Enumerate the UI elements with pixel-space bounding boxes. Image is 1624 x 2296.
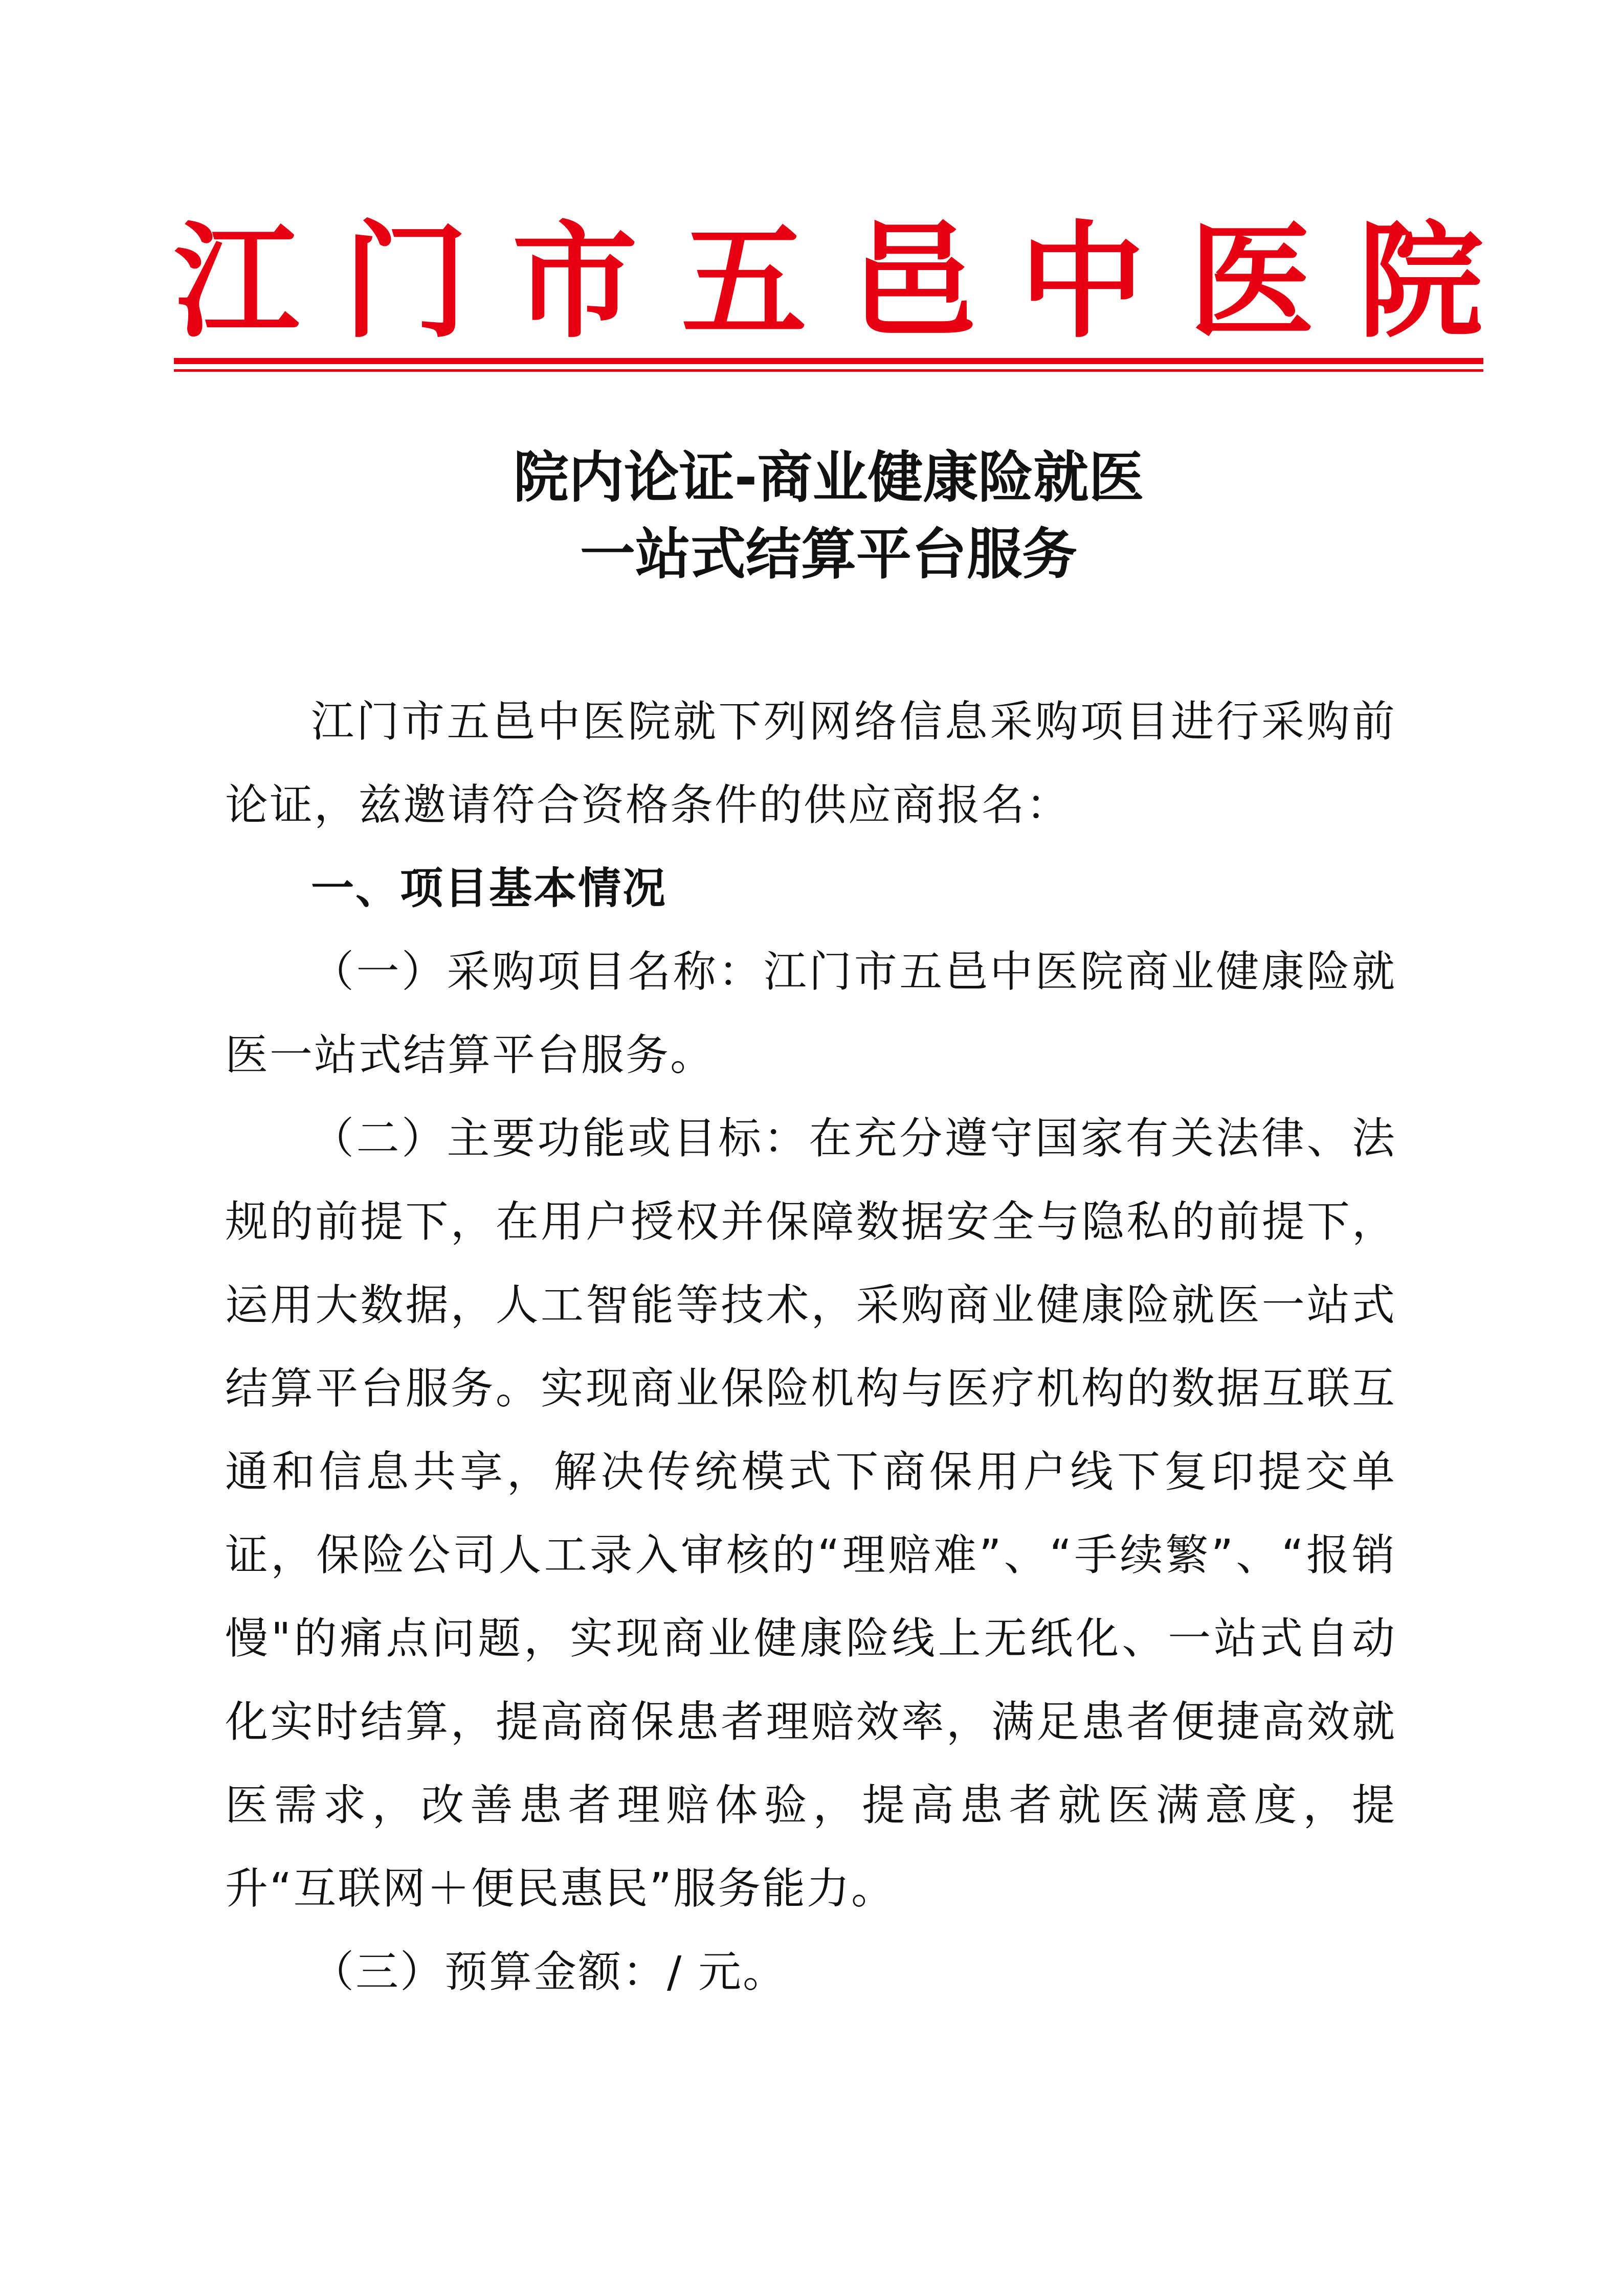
item-main-function: （二）主要功能或目标：在充分遵守国家有关法律、法规的前提下，在用户授权并保障数据安全与隐私的前提下，运用大数据，人工智能等技术，采购商业健康险就医一站式结算平台服务。实现商业保险机构与医疗机构的数据互联互通和信息共享，解决传统模式下商保用户线下复印提交单证，保险公司人工录入审核的“理赔难”、“手续繁”、“报销慢"的痛点问题，实现商业健康险线上无纸化、一站式自动化实时结算，提高商保患者理赔效率，满足患者便捷高效就医需求，改善患者理赔体验，提高患者就医满意度，提升“互联网＋便民惠民”服务能力。	[225, 1113, 1396, 1914]
letterhead-char: 五	[681, 208, 807, 355]
item-project-name: （一）采购项目名称：江门市五邑中医院商业健康险就医一站式结算平台服务。	[225, 947, 1396, 1080]
letterhead-char: 院	[1358, 208, 1483, 355]
letterhead-char: 江	[174, 208, 299, 355]
letterhead-char: 门	[343, 208, 469, 355]
letterhead-char: 中	[1019, 208, 1145, 355]
document-body	[225, 680, 1396, 2014]
letterhead-title	[174, 208, 1483, 355]
document-title-line2: 一站式结算平台服务	[580, 523, 1077, 587]
document-title-line1: 院内论证-商业健康险就医	[513, 446, 1144, 510]
letterhead-rule-thin	[174, 369, 1483, 372]
item-budget: （三）预算金额：/ 元。	[311, 1947, 788, 1997]
letterhead-char: 邑	[850, 208, 976, 355]
section-heading: 一、项目基本情况	[311, 863, 668, 913]
letterhead-char: 医	[1189, 208, 1315, 355]
letterhead-rule-thick	[174, 358, 1483, 364]
document-title	[174, 440, 1483, 593]
intro-paragraph: 江门市五邑中医院就下列网络信息采购项目进行采购前论证，兹邀请符合资格条件的供应商报名：	[225, 696, 1396, 830]
letterhead-char: 市	[512, 208, 638, 355]
